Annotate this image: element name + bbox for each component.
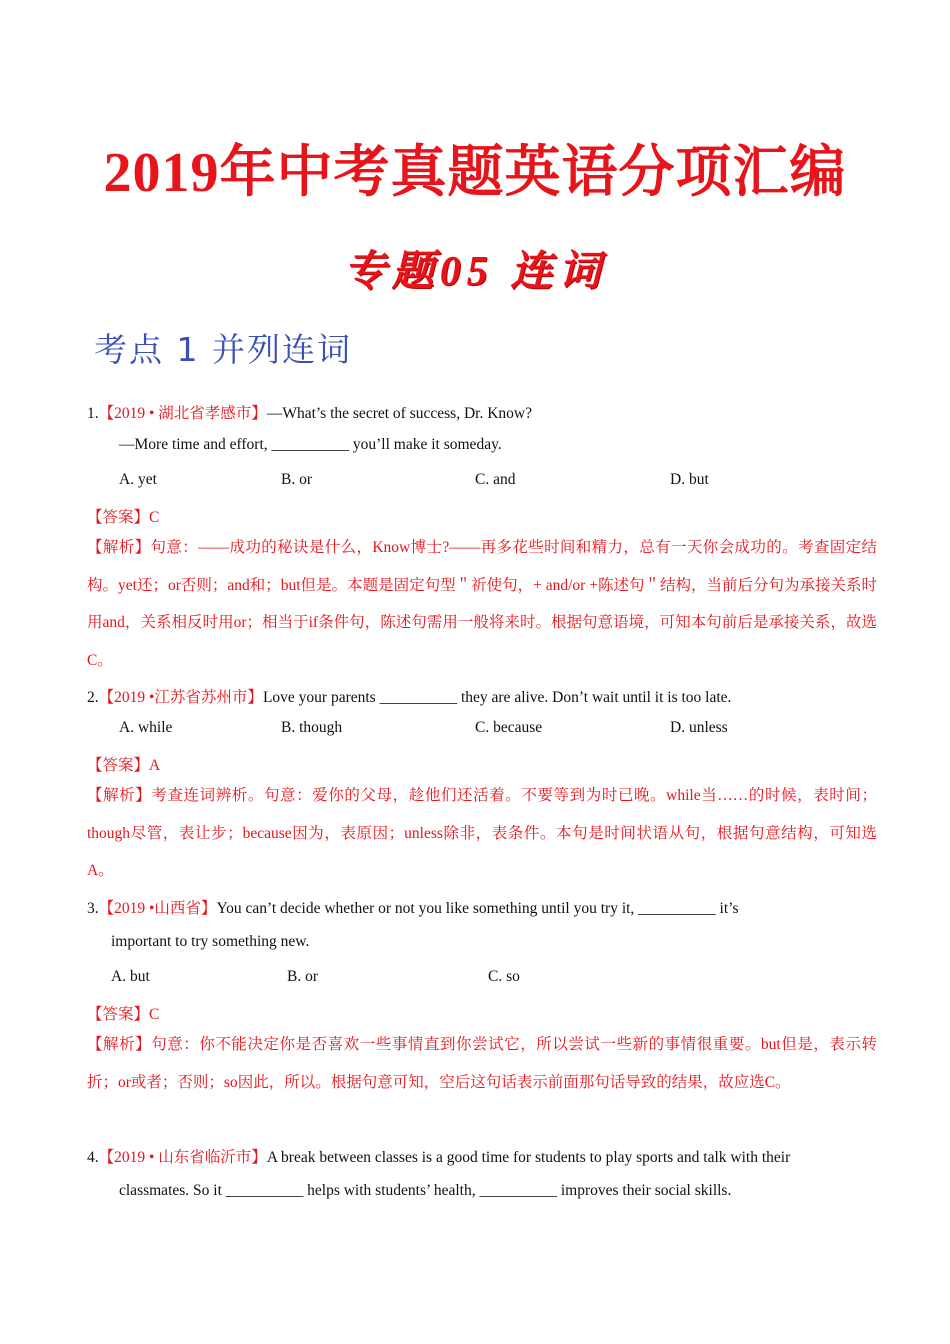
question-2-option-c: C. because [475,719,543,736]
question-number: 4. [87,1149,99,1166]
answer-value: C [149,1006,160,1023]
question-1-option-d: D. but [670,471,709,488]
question-1-analysis [87,529,877,679]
question-1-option-c: C. and [475,471,516,488]
question-source: 【2019 •江苏省苏州市】 [98,689,263,706]
question-number: 1. [87,405,99,422]
question-text: Love your parents __________ they are alive. Don’t wait until it is too late. [262,689,732,706]
question-number: 2. [87,689,99,706]
question-1-line2: —More time and effort, __________ you’ll make it someday. [119,436,502,453]
document-title: 2019年中考真题英语分项汇编 [103,142,847,204]
question-1-option-a: A. yet [119,471,157,488]
question-text: You can’t decide whether or not you like something until you try it, __________ it’s [216,900,739,917]
topic-subtitle: 专题05 连词 [343,249,607,295]
analysis-label: 【解析】 [87,787,152,804]
question-text: —What’s the secret of success, Dr. Know? [266,405,532,422]
analysis-text: 考查连词辨析。句意：爱你的父母，趁他们还活着。不要等到为时已晚。while当……的时候，表时间；though尽管，表让步；because因为，表原因；unless除非，表条件。本句是时间状语从句，根据句意结构，可知选A。 [87,787,877,879]
question-text: A break between classes is a good time for students to play sports and talk with their [266,1149,791,1166]
question-source: 【2019 • 山东省临沂市】 [98,1149,267,1166]
question-3-option-b: B. or [287,968,318,985]
question-2-stem [87,685,731,707]
answer-label: 【答案】 [87,509,150,526]
question-3-analysis [87,1026,877,1101]
answer-label: 【答案】 [87,1006,150,1023]
analysis-text: 句意：——成功的秘诀是什么，Know博士?——再多花些时间和精力，总有一天你会成功的。考查固定结构。yet还；or否则；and和；but但是。本题是固定句型＂祈使句，+ and/or +陈述句＂结构，当前后分句为承接关系时用and，关系相反时用or；相当于if条件句，陈述句需用一般将来时。根据句意语境，可知本句前后是承接关系，故选C。 [87,539,877,669]
question-number: 3. [87,900,99,917]
question-1-stem [87,401,532,423]
question-source: 【2019 •山西省】 [98,900,217,917]
answer-value: A [149,757,161,774]
answer-value: C [149,509,160,526]
analysis-label: 【解析】 [87,1036,152,1053]
question-source: 【2019 • 湖北省孝感市】 [98,405,267,422]
section-heading: 考点 1 并列连词 [94,330,352,369]
question-3-stem [87,896,739,918]
question-2-option-d: D. unless [670,719,728,736]
analysis-label: 【解析】 [87,539,151,556]
question-3-line2: important to try something new. [111,933,310,950]
question-2-analysis [87,777,877,890]
question-2-option-b: B. though [281,719,343,736]
question-1-answer [87,505,159,527]
answer-label: 【答案】 [87,757,150,774]
analysis-text: 句意：你不能决定你是否喜欢一些事情直到你尝试它，所以尝试一些新的事情很重要。but但是，表示转折；or或者；否则；so因此，所以。根据句意可知，空后这句话表示前面那句话导致的结果，故应选C。 [87,1036,877,1091]
question-3-option-a: A. but [111,968,150,985]
question-2-option-a: A. while [119,719,173,736]
question-1-option-b: B. or [281,471,312,488]
question-3-answer [87,1002,159,1024]
question-3-option-c: C. so [488,968,520,985]
question-2-answer [87,753,160,775]
question-4-line2: classmates. So it __________ helps with students’ health, __________ improves their social skills. [119,1182,732,1199]
question-4-stem [87,1145,790,1167]
